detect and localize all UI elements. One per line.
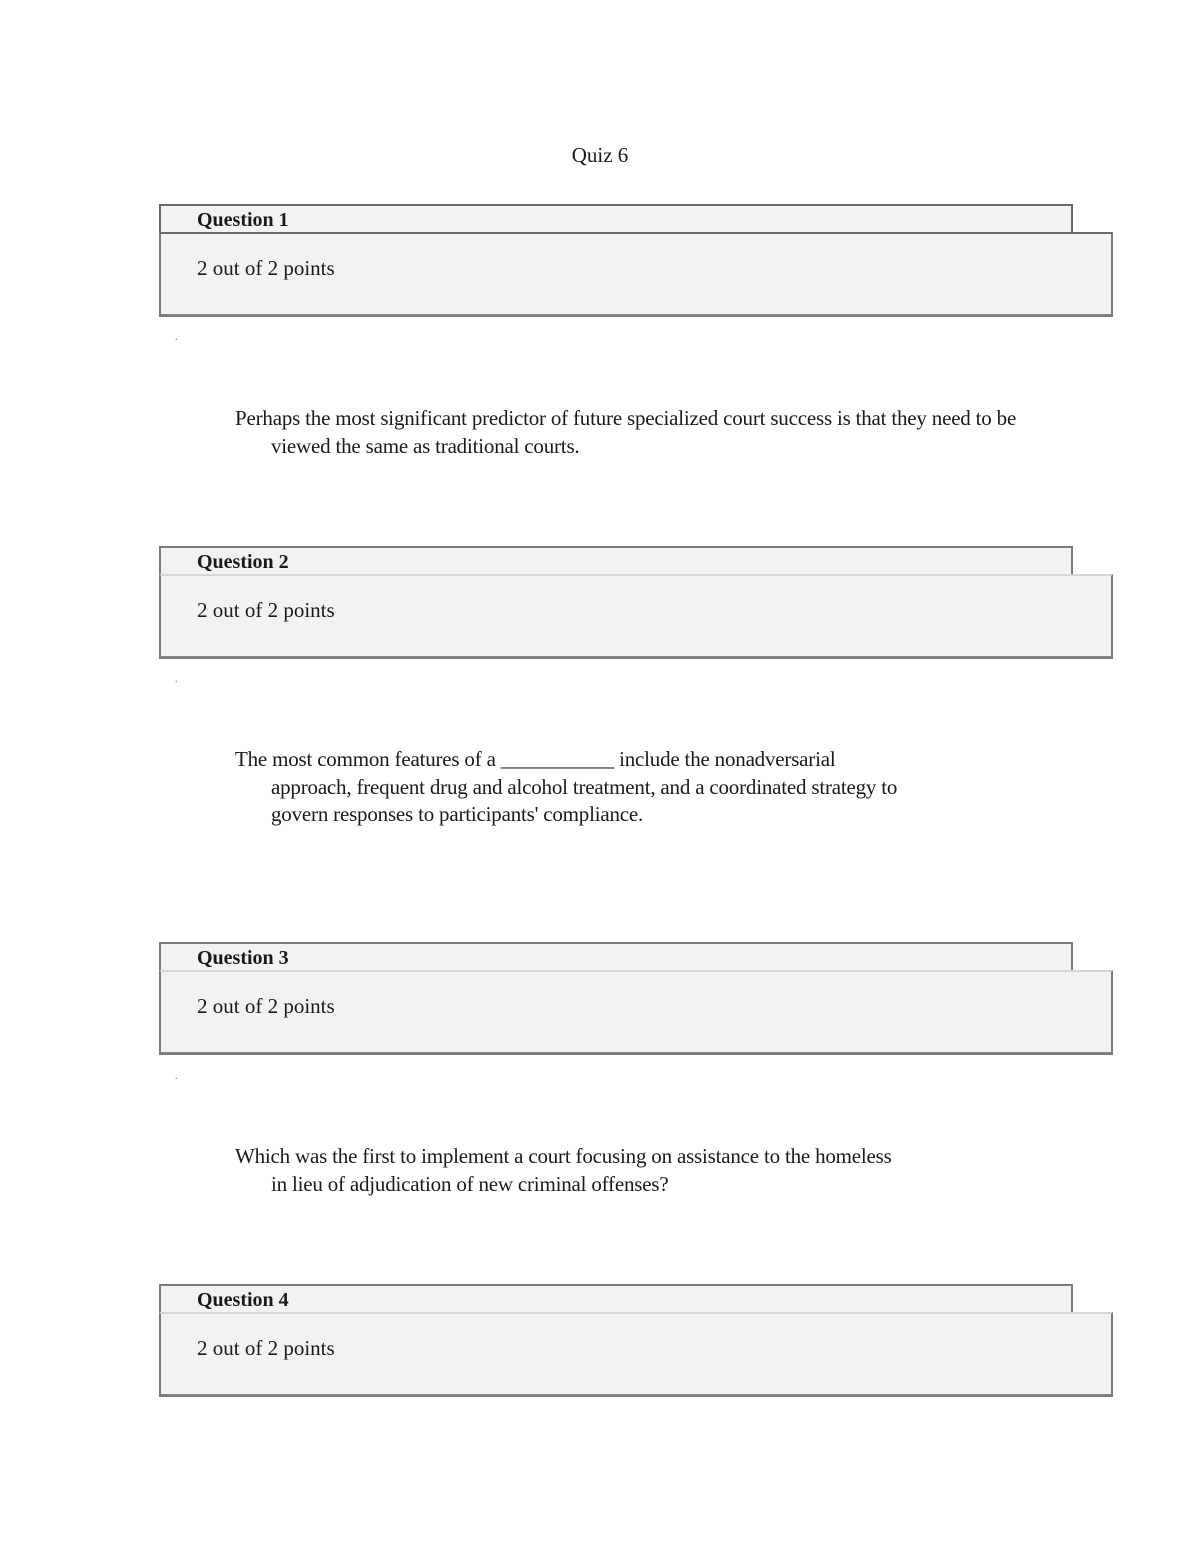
question-tab — [159, 1284, 1073, 1313]
score-panel — [159, 970, 1113, 1055]
question-marker: . — [175, 332, 178, 343]
score-panel — [159, 574, 1113, 659]
question-marker: . — [175, 1071, 178, 1082]
question-tab — [159, 942, 1073, 971]
question-marker: . — [175, 674, 178, 685]
question-label: Question 3 — [197, 947, 289, 969]
question-1-header — [159, 204, 1113, 317]
score-text: 2 out of 2 points — [197, 256, 335, 280]
question-1-text: Perhaps the most significant predictor of future specialized court success is that they need to be viewed the same as traditional courts. — [235, 406, 1017, 458]
question-tab — [159, 204, 1073, 233]
question-2-header — [159, 546, 1113, 659]
question-label: Question 4 — [197, 1289, 289, 1311]
question-tab — [159, 546, 1073, 575]
question-label: Question 1 — [197, 209, 289, 231]
page-title: Quiz 6 — [571, 143, 629, 167]
score-text: 2 out of 2 points — [197, 994, 335, 1018]
question-4-header — [159, 1284, 1113, 1397]
question-2-text: The most common features of a ___________ include the nonadversarial approach, frequent drug and alcohol treatment, and a coordinated strategy to govern responses to participants' compliance. — [235, 747, 898, 826]
score-text: 2 out of 2 points — [197, 1336, 335, 1360]
score-panel — [159, 232, 1113, 317]
score-text: 2 out of 2 points — [197, 598, 335, 622]
question-3-text: Which was the first to implement a court focusing on assistance to the homeless in lieu of adjudication of new criminal offenses? — [235, 1144, 892, 1196]
question-3-header — [159, 942, 1113, 1055]
score-panel — [159, 1312, 1113, 1397]
question-label: Question 2 — [197, 551, 289, 573]
